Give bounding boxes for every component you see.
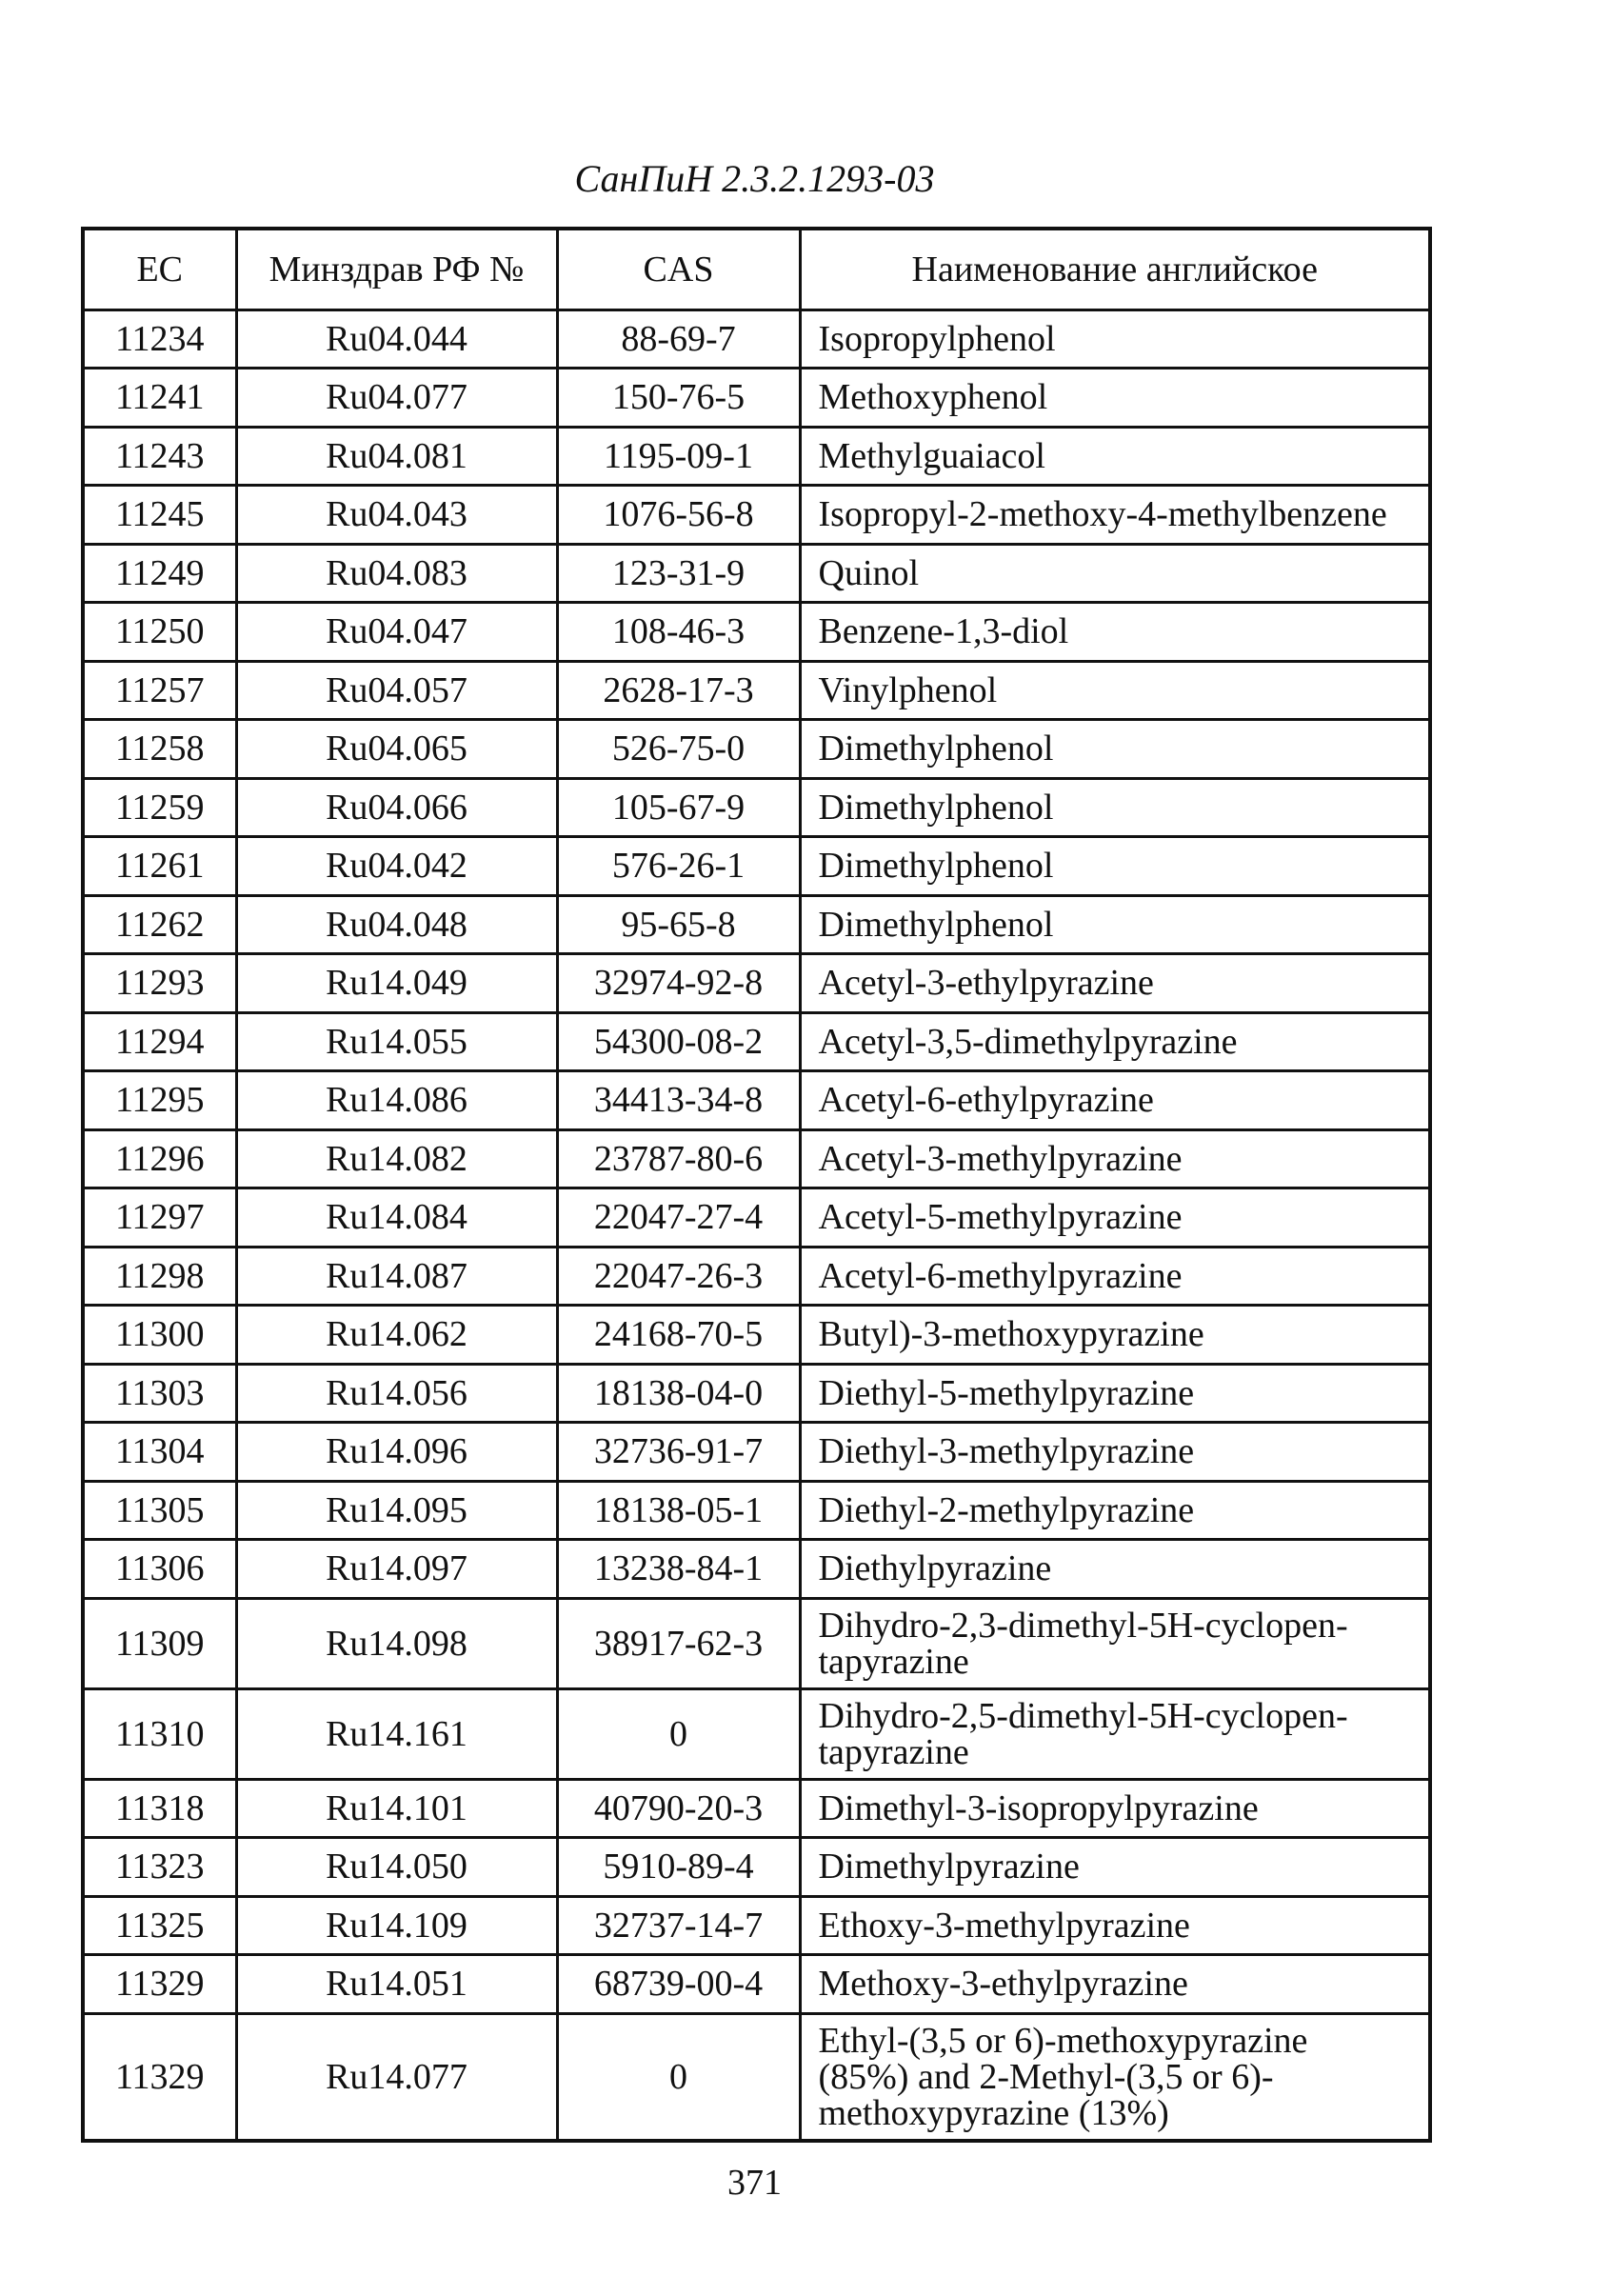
cell-name-english: Acetyl-3-methylpyrazine (800, 1129, 1430, 1188)
cell-minzdrav: Ru14.096 (236, 1423, 557, 1482)
cell-cas: 54300-08-2 (557, 1012, 800, 1071)
cell-ec: 11243 (83, 427, 236, 486)
header-name-english: Наименование английское (800, 229, 1430, 309)
cell-minzdrav: Ru14.084 (236, 1188, 557, 1248)
cell-cas: 18138-04-0 (557, 1364, 800, 1423)
table-row (83, 895, 1430, 954)
cell-cas: 526-75-0 (557, 720, 800, 779)
cell-ec: 11310 (83, 1688, 236, 1779)
cell-name-english: Diethyl-5-methylpyrazine (800, 1364, 1430, 1423)
cell-minzdrav: Ru04.081 (236, 427, 557, 486)
cell-cas: 18138-05-1 (557, 1481, 800, 1540)
cell-name-english: Acetyl-3-ethylpyrazine (800, 954, 1430, 1013)
cell-cas: 2628-17-3 (557, 661, 800, 720)
cell-name-english: Vinylphenol (800, 661, 1430, 720)
cell-name-english: Dihydro-2,5-dimethyl-5H-cyclopen- tapyrazine (800, 1688, 1430, 1779)
table-body (83, 309, 1430, 2141)
cell-name-english: Benzene-1,3-diol (800, 603, 1430, 662)
header-row (83, 229, 1430, 309)
cell-minzdrav: Ru14.062 (236, 1306, 557, 1365)
cell-ec: 11304 (83, 1423, 236, 1482)
cell-name-english: Isopropyl-2-methoxy-4-methylbenzene (800, 486, 1430, 545)
cell-minzdrav: Ru14.055 (236, 1012, 557, 1071)
cell-ec: 11259 (83, 778, 236, 837)
table-row (83, 1598, 1430, 1688)
table-row (83, 1364, 1430, 1423)
cell-name-english: Acetyl-6-methylpyrazine (800, 1247, 1430, 1306)
table-row (83, 486, 1430, 545)
table-row (83, 1688, 1430, 1779)
cell-ec: 11306 (83, 1540, 236, 1599)
table-row (83, 1955, 1430, 2014)
cell-ec: 11297 (83, 1188, 236, 1248)
cell-cas: 32974-92-8 (557, 954, 800, 1013)
cell-minzdrav: Ru14.101 (236, 1779, 557, 1838)
cell-ec: 11261 (83, 837, 236, 896)
cell-cas: 34413-34-8 (557, 1071, 800, 1130)
cell-cas: 150-76-5 (557, 369, 800, 428)
table-row (83, 1540, 1430, 1599)
table-row (83, 369, 1430, 428)
cell-ec: 11234 (83, 309, 236, 369)
cell-name-english: Dimethylphenol (800, 720, 1430, 779)
cell-cas: 22047-26-3 (557, 1247, 800, 1306)
cell-minzdrav: Ru14.049 (236, 954, 557, 1013)
table-row (83, 1188, 1430, 1248)
cell-name-english: Butyl)-3-methoxypyrazine (800, 1306, 1430, 1365)
table-header (83, 229, 1430, 309)
cell-name-english: Dimethylpyrazine (800, 1838, 1430, 1897)
cell-cas: 0 (557, 1688, 800, 1779)
cell-cas: 1076-56-8 (557, 486, 800, 545)
table-row (83, 1779, 1430, 1838)
cell-name-english: Dimethylphenol (800, 895, 1430, 954)
header-minzdrav: Минздрав РФ № (236, 229, 557, 309)
table-row (83, 603, 1430, 662)
cell-minzdrav: Ru14.161 (236, 1688, 557, 1779)
cell-cas: 88-69-7 (557, 309, 800, 369)
cell-name-english: Acetyl-6-ethylpyrazine (800, 1071, 1430, 1130)
cell-cas: 95-65-8 (557, 895, 800, 954)
cell-ec: 11293 (83, 954, 236, 1013)
cell-minzdrav: Ru14.086 (236, 1071, 557, 1130)
table-row (83, 778, 1430, 837)
cell-cas: 105-67-9 (557, 778, 800, 837)
cell-cas: 123-31-9 (557, 544, 800, 603)
cell-minzdrav: Ru04.044 (236, 309, 557, 369)
cell-name-english: Dimethyl-3-isopropylpyrazine (800, 1779, 1430, 1838)
cell-minzdrav: Ru14.082 (236, 1129, 557, 1188)
table-row (83, 837, 1430, 896)
cell-name-english: Dihydro-2,3-dimethyl-5H-cyclopen- tapyrazine (800, 1598, 1430, 1688)
cell-ec: 11296 (83, 1129, 236, 1188)
table-row (83, 1481, 1430, 1540)
cell-name-english: Ethoxy-3-methylpyrazine (800, 1896, 1430, 1955)
cell-ec: 11329 (83, 2013, 236, 2141)
cell-minzdrav: Ru14.109 (236, 1896, 557, 1955)
cell-cas: 22047-27-4 (557, 1188, 800, 1248)
table-row (83, 427, 1430, 486)
cell-name-english: Diethyl-2-methylpyrazine (800, 1481, 1430, 1540)
table-row (83, 661, 1430, 720)
cell-name-english: Dimethylphenol (800, 837, 1430, 896)
cell-minzdrav: Ru04.047 (236, 603, 557, 662)
cell-cas: 68739-00-4 (557, 1955, 800, 2014)
table-row (83, 1423, 1430, 1482)
cell-minzdrav: Ru14.056 (236, 1364, 557, 1423)
cell-minzdrav: Ru14.077 (236, 2013, 557, 2141)
cell-name-english: Methoxy-3-ethylpyrazine (800, 1955, 1430, 2014)
cell-minzdrav: Ru14.095 (236, 1481, 557, 1540)
cell-name-english: Acetyl-5-methylpyrazine (800, 1188, 1430, 1248)
page-number: 371 (727, 2163, 782, 2203)
cell-name-english: Methylguaiacol (800, 427, 1430, 486)
cell-ec: 11298 (83, 1247, 236, 1306)
cell-minzdrav: Ru04.057 (236, 661, 557, 720)
table-row (83, 720, 1430, 779)
cell-name-english: Diethyl-3-methylpyrazine (800, 1423, 1430, 1482)
cell-name-english: Isopropylphenol (800, 309, 1430, 369)
cell-cas: 5910-89-4 (557, 1838, 800, 1897)
table-row (83, 1838, 1430, 1897)
cell-ec: 11323 (83, 1838, 236, 1897)
cell-cas: 38917-62-3 (557, 1598, 800, 1688)
cell-cas: 0 (557, 2013, 800, 2141)
cell-minzdrav: Ru14.097 (236, 1540, 557, 1599)
cell-minzdrav: Ru04.048 (236, 895, 557, 954)
table-row (83, 1247, 1430, 1306)
cell-ec: 11318 (83, 1779, 236, 1838)
cell-ec: 11257 (83, 661, 236, 720)
cell-ec: 11258 (83, 720, 236, 779)
cell-cas: 23787-80-6 (557, 1129, 800, 1188)
cell-minzdrav: Ru04.043 (236, 486, 557, 545)
cell-minzdrav: Ru04.065 (236, 720, 557, 779)
cell-name-english: Ethyl-(3,5 or 6)-methoxypyrazine (85%) and 2-Methyl-(3,5 or 6)- methoxypyrazine (13%) (800, 2013, 1430, 2141)
cell-name-english: Diethylpyrazine (800, 1540, 1430, 1599)
cell-minzdrav: Ru14.098 (236, 1598, 557, 1688)
header-cas: CAS (557, 229, 800, 309)
cell-ec: 11303 (83, 1364, 236, 1423)
cell-name-english: Dimethylphenol (800, 778, 1430, 837)
table-row (83, 544, 1430, 603)
cell-ec: 11295 (83, 1071, 236, 1130)
cell-minzdrav: Ru04.042 (236, 837, 557, 896)
cell-ec: 11309 (83, 1598, 236, 1688)
cell-minzdrav: Ru14.050 (236, 1838, 557, 1897)
cell-cas: 32736-91-7 (557, 1423, 800, 1482)
substances-table (81, 227, 1432, 2143)
cell-ec: 11294 (83, 1012, 236, 1071)
cell-cas: 108-46-3 (557, 603, 800, 662)
cell-name-english: Acetyl-3,5-dimethylpyrazine (800, 1012, 1430, 1071)
running-title: СанПиН 2.3.2.1293-03 (574, 157, 935, 200)
cell-ec: 11241 (83, 369, 236, 428)
cell-cas: 40790-20-3 (557, 1779, 800, 1838)
table-row (83, 1306, 1430, 1365)
table-row (83, 1012, 1430, 1071)
cell-ec: 11245 (83, 486, 236, 545)
cell-cas: 32737-14-7 (557, 1896, 800, 1955)
cell-ec: 11325 (83, 1896, 236, 1955)
cell-ec: 11305 (83, 1481, 236, 1540)
cell-minzdrav: Ru04.083 (236, 544, 557, 603)
cell-ec: 11249 (83, 544, 236, 603)
cell-name-english: Methoxyphenol (800, 369, 1430, 428)
header-ec: EC (83, 229, 236, 309)
table-row (83, 1129, 1430, 1188)
table-row (83, 954, 1430, 1013)
cell-minzdrav: Ru04.077 (236, 369, 557, 428)
cell-ec: 11262 (83, 895, 236, 954)
cell-minzdrav: Ru14.087 (236, 1247, 557, 1306)
cell-cas: 24168-70-5 (557, 1306, 800, 1365)
cell-cas: 576-26-1 (557, 837, 800, 896)
cell-ec: 11329 (83, 1955, 236, 2014)
cell-ec: 11300 (83, 1306, 236, 1365)
cell-cas: 1195-09-1 (557, 427, 800, 486)
cell-minzdrav: Ru14.051 (236, 1955, 557, 2014)
cell-cas: 13238-84-1 (557, 1540, 800, 1599)
cell-minzdrav: Ru04.066 (236, 778, 557, 837)
cell-name-english: Quinol (800, 544, 1430, 603)
cell-ec: 11250 (83, 603, 236, 662)
table-row (83, 2013, 1430, 2141)
table-row (83, 309, 1430, 369)
table-row (83, 1071, 1430, 1130)
table-row (83, 1896, 1430, 1955)
